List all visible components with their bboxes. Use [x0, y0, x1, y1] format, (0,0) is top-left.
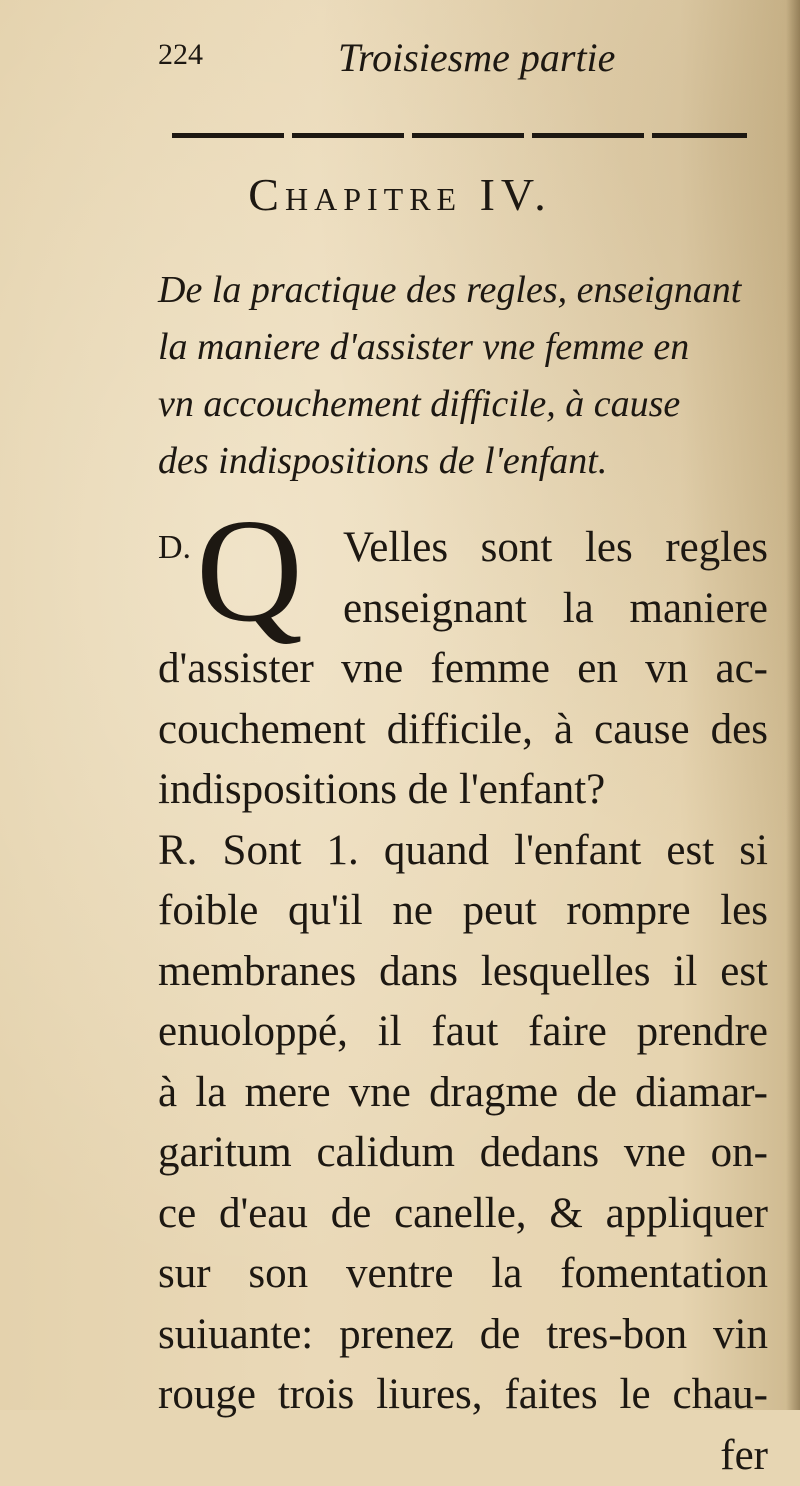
chapter-heading: Chapitre IV.: [0, 168, 800, 221]
running-header: [158, 34, 758, 94]
body-line: garitum calidum dedans vne on-: [158, 1123, 768, 1184]
first-line-text: Velles sont les regles: [343, 524, 768, 571]
body-line: enuoloppé, il faut faire prendre: [158, 1002, 768, 1063]
body-line: membranes dans lesquelles il est: [158, 942, 768, 1003]
body-line: R. Sont 1. quand l'enfant est si: [158, 821, 768, 882]
subtitle-line: vn accouchement difficile, à cause: [158, 376, 768, 433]
subtitle-line: des indispositions de l'enfant.: [158, 433, 768, 490]
catchword: fer: [158, 1426, 768, 1486]
body-line: suiuante: prenez de tres-bon vin: [158, 1305, 768, 1366]
body-line: indispositions de l'enfant?: [158, 760, 768, 821]
header-rule: [172, 133, 747, 138]
body-line: ce d'eau de canelle, & appliquer: [158, 1184, 768, 1245]
body-line: [158, 518, 768, 579]
drop-cap: Q: [196, 506, 303, 636]
chapter-subtitle: [158, 262, 768, 490]
running-title: Troisiesme partie: [338, 34, 615, 81]
subtitle-line: De la practique des regles, enseignant: [158, 262, 768, 319]
body-line: d'assister vne femme en vn ac-: [158, 639, 768, 700]
body-line: foible qu'il ne peut rompre les: [158, 881, 768, 942]
page-number: 224: [158, 38, 203, 72]
body-line: rouge trois liures, faites le chau-: [158, 1365, 768, 1426]
subtitle-line: la maniere d'assister vne femme en: [158, 319, 768, 376]
body-text: [158, 518, 768, 1486]
question-marker: D.: [158, 518, 191, 579]
body-line: sur son ventre la fomentation: [158, 1244, 768, 1305]
body-line: à la mere vne dragme de diamar-: [158, 1063, 768, 1124]
body-line: couchement difficile, à cause des: [158, 700, 768, 761]
body-line: enseignant la maniere: [158, 579, 768, 640]
